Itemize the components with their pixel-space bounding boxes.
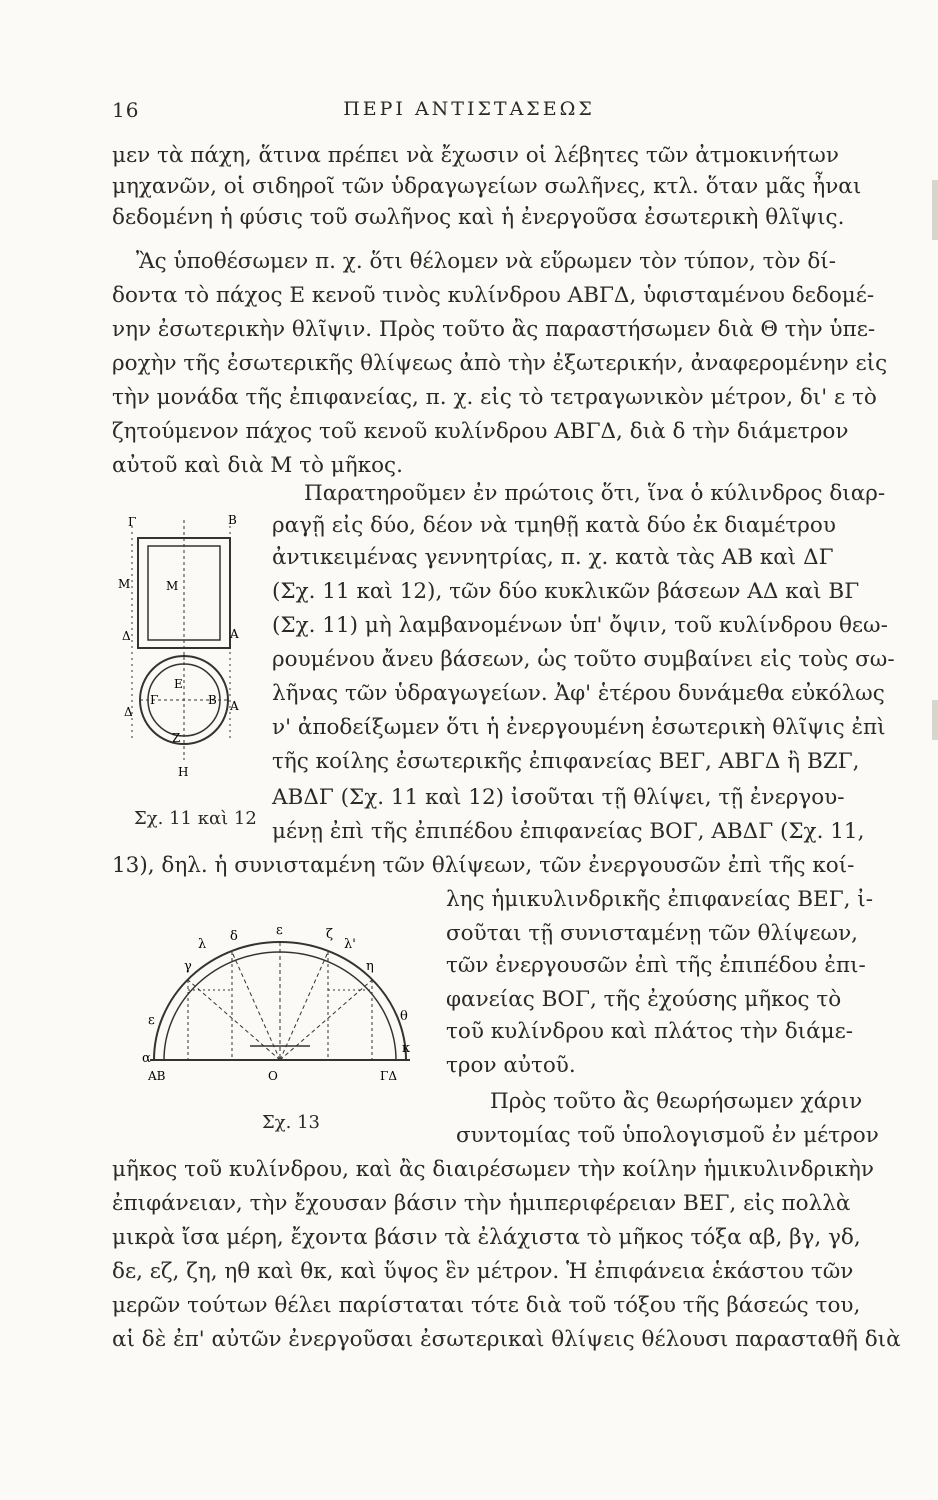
text-line: τρον αὐτοῦ. xyxy=(446,1053,576,1078)
text-line: λῆνας τῶν ὑδραγωγείων. Ἀφ' ἑτέρου δυνάμεθα εὐκόλως xyxy=(272,681,885,706)
page-header xyxy=(0,98,938,128)
text-line: μηχανῶν, οἱ σιδηροῖ τῶν ὑδραγωγείων σωλῆνες, κτλ. ὅταν μᾶς ἦναι xyxy=(112,174,862,199)
radius-line xyxy=(280,980,372,1060)
text-line: αὐτοῦ καὶ διὰ Μ τὸ μῆκος. xyxy=(112,453,403,478)
text-line: 13), δηλ. ἡ συνισταμένη τῶν θλίψεων, τῶν ἐνεργουσῶν ἐπὶ τῆς κοί- xyxy=(112,853,855,878)
fig-label: Γ xyxy=(150,693,159,707)
text-line: τῶν ἐνεργουσῶν ἐπὶ τῆς ἐπιπέδου ἐπι- xyxy=(446,953,866,978)
text-line: φανείας ΒΟΓ, τῆς ἐχούσης μῆκος τὸ xyxy=(446,987,842,1012)
radius-line xyxy=(280,952,328,1060)
fig-label: Η xyxy=(178,765,189,779)
text-line: (Σχ. 11 καὶ 12), τῶν δύο κυκλικῶν βάσεων ΑΔ καὶ ΒΓ xyxy=(272,579,860,604)
radius-line xyxy=(188,980,280,1060)
text-line: Παρατηροῦμεν ἐν πρώτοις ὅτι, ἵνα ὁ κύλινδρος διαρ- xyxy=(304,481,886,506)
text-line: σοῦται τῇ συνισταμένῃ τῶν θλίψεων, xyxy=(446,921,858,946)
text-line: ραγῇ εἰς δύο, δέον νὰ τμηθῇ κατὰ δύο ἐκ διαμέτρου xyxy=(272,513,836,538)
fig-label: ΑΒ xyxy=(148,1069,166,1083)
figure-11-12 xyxy=(110,510,260,830)
text-line: (Σχ. 11) μὴ λαμβανομένων ὑπ' ὄψιν, τοῦ κυλίνδρου θεω- xyxy=(272,613,888,638)
text-line: δεδομένη ἡ φύσις τοῦ σωλῆνος καὶ ἡ ἐνεργοῦσα ἐσωτερικὴ θλῖψις. xyxy=(112,205,845,230)
fig-label: γ xyxy=(184,959,192,974)
text-line: δε, εζ, ζη, ηθ καὶ θκ, καὶ ὕψος ἓν μέτρον. Ἡ ἐπιφάνεια ἑκάστου τῶν xyxy=(112,1259,854,1284)
fig-label: Ζ xyxy=(172,731,181,745)
radius-line xyxy=(232,952,280,1060)
text-line: ΑΒΔΓ (Σχ. 11 καὶ 12) ἰσοῦται τῇ θλίψει, τῇ ἐνεργου- xyxy=(272,785,845,810)
fig-label: Μ xyxy=(118,577,131,591)
text-line: ἐπιφάνειαν, τὴν ἔχουσαν βάσιν τὴν ἡμιπεριφέρειαν ΒΕΓ, εἰς πολλὰ xyxy=(112,1191,851,1216)
page-number: 16 xyxy=(112,98,140,122)
fig-label: Α xyxy=(230,699,239,713)
figure-13-caption: Σχ. 13 xyxy=(262,1112,320,1133)
page-edge-shadow xyxy=(932,700,938,740)
page-edge-shadow xyxy=(932,180,938,240)
text-line: μένῃ ἐπὶ τῆς ἐπιπέδου ἐπιφανείας ΒΟΓ, ΑΒΔΓ (Σχ. 11, xyxy=(272,819,865,844)
fig-label: Β xyxy=(208,693,217,707)
text-line: τῆς κοίλης ἐσωτερικῆς ἐπιφανείας ΒΕΓ, ΑΒΓΔ ἢ ΒΖΓ, xyxy=(272,749,860,774)
fig-label: ζ xyxy=(326,927,334,942)
fig-label: Δ xyxy=(124,705,133,719)
text-line: νην ἐσωτερικὴν θλῖψιν. Πρὸς τοῦτο ἂς παραστήσωμεν διὰ Θ τὴν ὑπε- xyxy=(112,317,876,342)
fig-label: Β xyxy=(228,513,237,527)
fig-label: λ xyxy=(198,937,207,952)
fig-label: Ε xyxy=(174,677,183,691)
fig-label: α xyxy=(142,1051,151,1066)
text-line: συντομίας τοῦ ὑπολογισμοῦ ἐν μέτρον xyxy=(456,1123,879,1148)
fig-label: λ' xyxy=(344,937,356,952)
text-line: ἀντικειμένας γεννητρίας, π. χ. κατὰ τὰς ΑΒ καὶ ΔΓ xyxy=(272,545,834,570)
text-line: μικρὰ ἴσα μέρη, ἔχοντα βάσιν τὰ ἐλάχιστα τὸ μῆκος τόξα αβ, βγ, γδ, xyxy=(112,1225,861,1250)
text-line: ρουμένου ἄνευ βάσεων, ὡς τοῦτο συμβαίνει εἰς τοὺς σω- xyxy=(272,647,895,672)
text-line: μῆκος τοῦ κυλίνδρου, καὶ ἂς διαιρέσωμεν τὴν κοίλην ἡμικυλινδρικὴν xyxy=(112,1157,874,1182)
fig-label: ε xyxy=(276,923,283,938)
figure-11-12-caption: Σχ. 11 καὶ 12 xyxy=(134,808,257,829)
text-line: ροχὴν τῆς ἐσωτερικῆς θλίψεως ἀπὸ τὴν ἐξωτερικήν, ἀναφερομένην εἰς xyxy=(112,351,888,376)
fig-label: Α xyxy=(230,627,239,641)
figure-13 xyxy=(140,920,420,1090)
text-line: μερῶν τούτων θέλει παρίσταται τότε διὰ τοῦ τόξου τῆς βάσεώς του, xyxy=(112,1293,861,1318)
fig-label: δ xyxy=(230,929,238,944)
fig-label: Γ xyxy=(128,515,137,529)
text-line: μεν τὰ πάχη, ἅτινα πρέπει νὰ ἔχωσιν οἱ λέβητες τῶν ἀτμοκινήτων xyxy=(112,143,839,168)
fig-label: η xyxy=(366,959,374,974)
fig-label: κ xyxy=(402,1041,411,1056)
fig-label: ΓΔ xyxy=(380,1069,397,1083)
fig-label: Μ xyxy=(166,579,179,593)
fig-label: Δ xyxy=(122,629,131,643)
text-line: τὴν μονάδα τῆς ἐπιφανείας, π. χ. εἰς τὸ τετραγωνικὸν μέτρον, δι' ε τὸ xyxy=(112,385,877,410)
text-line: τοῦ κυλίνδρου καὶ πλάτος τὴν διάμε- xyxy=(446,1019,853,1044)
running-title: ΠΕΡΙ ΑΝΤΙΣΤΑΣΕΩΣ xyxy=(343,98,595,120)
text-line: ζητούμενον πάχος τοῦ κενοῦ κυλίνδρου ΑΒΓΔ, διὰ δ τὴν διάμετρον xyxy=(112,419,849,444)
text-line: Πρὸς τοῦτο ἂς θεωρήσωμεν χάριν xyxy=(490,1089,863,1114)
text-line: ν' ἀποδείξωμεν ὅτι ἡ ἐνεργουμένη ἐσωτερικὴ θλῖψις ἐπὶ xyxy=(272,715,886,740)
text-line: λης ἡμικυλινδρικῆς ἐπιφανείας ΒΕΓ, ἰ- xyxy=(446,887,873,912)
text-line: Ἂς ὑποθέσωμεν π. χ. ὅτι θέλομεν νὰ εὕρωμεν τὸν τύπον, τὸν δί- xyxy=(136,249,836,274)
text-line: δοντα τὸ πάχος Ε κενοῦ τινὸς κυλίνδρου ΑΒΓΔ, ὑφισταμένου δεδομέ- xyxy=(112,283,875,308)
fig-label: θ xyxy=(400,1009,408,1024)
fig-label: ε xyxy=(148,1013,155,1028)
text-line: αἱ δὲ ἐπ' αὐτῶν ἐνεργοῦσαι ἐσωτερικαὶ θλίψεις θέλουσι παρασταθῆ διὰ xyxy=(112,1327,901,1352)
fig-label: Ο xyxy=(268,1069,278,1083)
